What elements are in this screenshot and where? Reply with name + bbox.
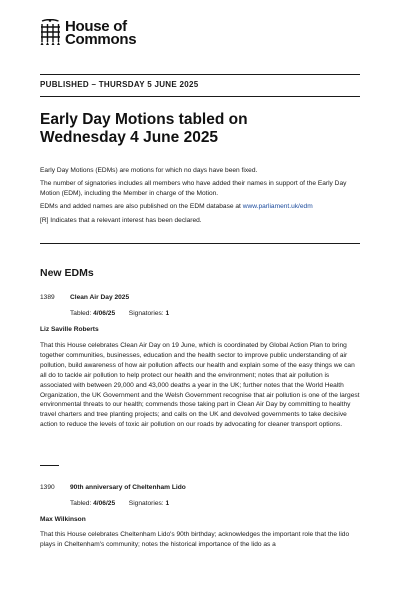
divider xyxy=(40,243,360,244)
edm-header xyxy=(40,293,129,302)
title-line-2: Wednesday 4 June 2025 xyxy=(40,129,219,146)
edm-member: Max Wilkinson xyxy=(40,516,86,523)
intro-paragraph xyxy=(40,202,360,212)
edm-motion-text: That this House celebrates Clean Air Day on 19 June, which is coordinated by Global Action Plan to bring together communities, businesses, education and the health sector to improve public understanding of air pollution, build awareness of how air pollution affects our health and explain some of the easy things we can all do to tackle air pollution to help protect our health and the environment; notes that air pollution is associated with between 29,000 and 43,000 deaths a year in the UK; further notes that the World Health Organization, the UK Government and the Welsh Government recognise that air pollution is one of the largest environmental threats to our health; commends those taking part in Clean Air Day by committing to healthy travel charters and tree planting projects; and calls on the UK and devolved governments to take decisive action to reduce the levels of toxic air pollution on our roads by advocating for cleaner transport options. xyxy=(40,342,360,429)
edm-number: 1389 xyxy=(40,294,55,301)
edm-database-link[interactable]: www.parliament.uk/edm xyxy=(242,203,313,211)
tabled-label: Tabled: xyxy=(70,500,92,507)
page-title xyxy=(40,111,360,147)
intro-notes xyxy=(40,166,360,229)
tabled-date: 4/06/25 xyxy=(93,310,116,317)
divider xyxy=(40,74,360,75)
edm-title: 90th anniversary of Cheltenham Lido xyxy=(70,484,186,491)
intro-paragraph: Early Day Motions (EDMs) are motions for which no days have been fixed. xyxy=(40,167,258,174)
divider xyxy=(40,96,360,97)
edm-number: 1390 xyxy=(40,484,55,491)
signatories-label: Signatories: xyxy=(128,500,164,507)
intro-paragraph: [R] Indicates that a relevant interest has been declared. xyxy=(40,216,202,224)
published-date: PUBLISHED – THURSDAY 5 JUNE 2025 xyxy=(40,80,199,89)
tabled-label: Tabled: xyxy=(70,310,92,317)
edm-member: Liz Saville Roberts xyxy=(40,326,99,333)
edm-meta xyxy=(70,309,169,318)
section-heading: New EDMs xyxy=(40,267,94,279)
edm-meta xyxy=(70,499,169,508)
edm-motion-text: That this House celebrates Cheltenham Lido's 90th birthday; acknowledges the important role that the lido plays in Cheltenham's community; notes the historical importance of the lido as a xyxy=(40,531,350,548)
logo-wordmark xyxy=(65,19,136,46)
tabled-date: 4/06/25 xyxy=(93,500,116,507)
house-of-commons-logo xyxy=(40,19,136,46)
intro-text: EDMs and added names are also published on the EDM database at xyxy=(40,203,243,211)
portcullis-icon xyxy=(40,19,62,45)
edm-header xyxy=(40,483,186,492)
signatories-count: 1 xyxy=(165,310,170,317)
edm-title: Clean Air Day 2025 xyxy=(70,294,130,301)
intro-paragraph: The number of signatories includes all members who have added their names in support of the Early Day Motion (EDM), including the Member in charge of the Motion. xyxy=(40,180,347,198)
logo-line-2: Commons xyxy=(65,31,137,48)
divider xyxy=(40,465,59,466)
signatories-count: 1 xyxy=(165,500,170,507)
logo-line-1: House of xyxy=(65,18,127,35)
title-line-1: Early Day Motions tabled on xyxy=(40,111,248,128)
signatories-label: Signatories: xyxy=(128,310,164,317)
